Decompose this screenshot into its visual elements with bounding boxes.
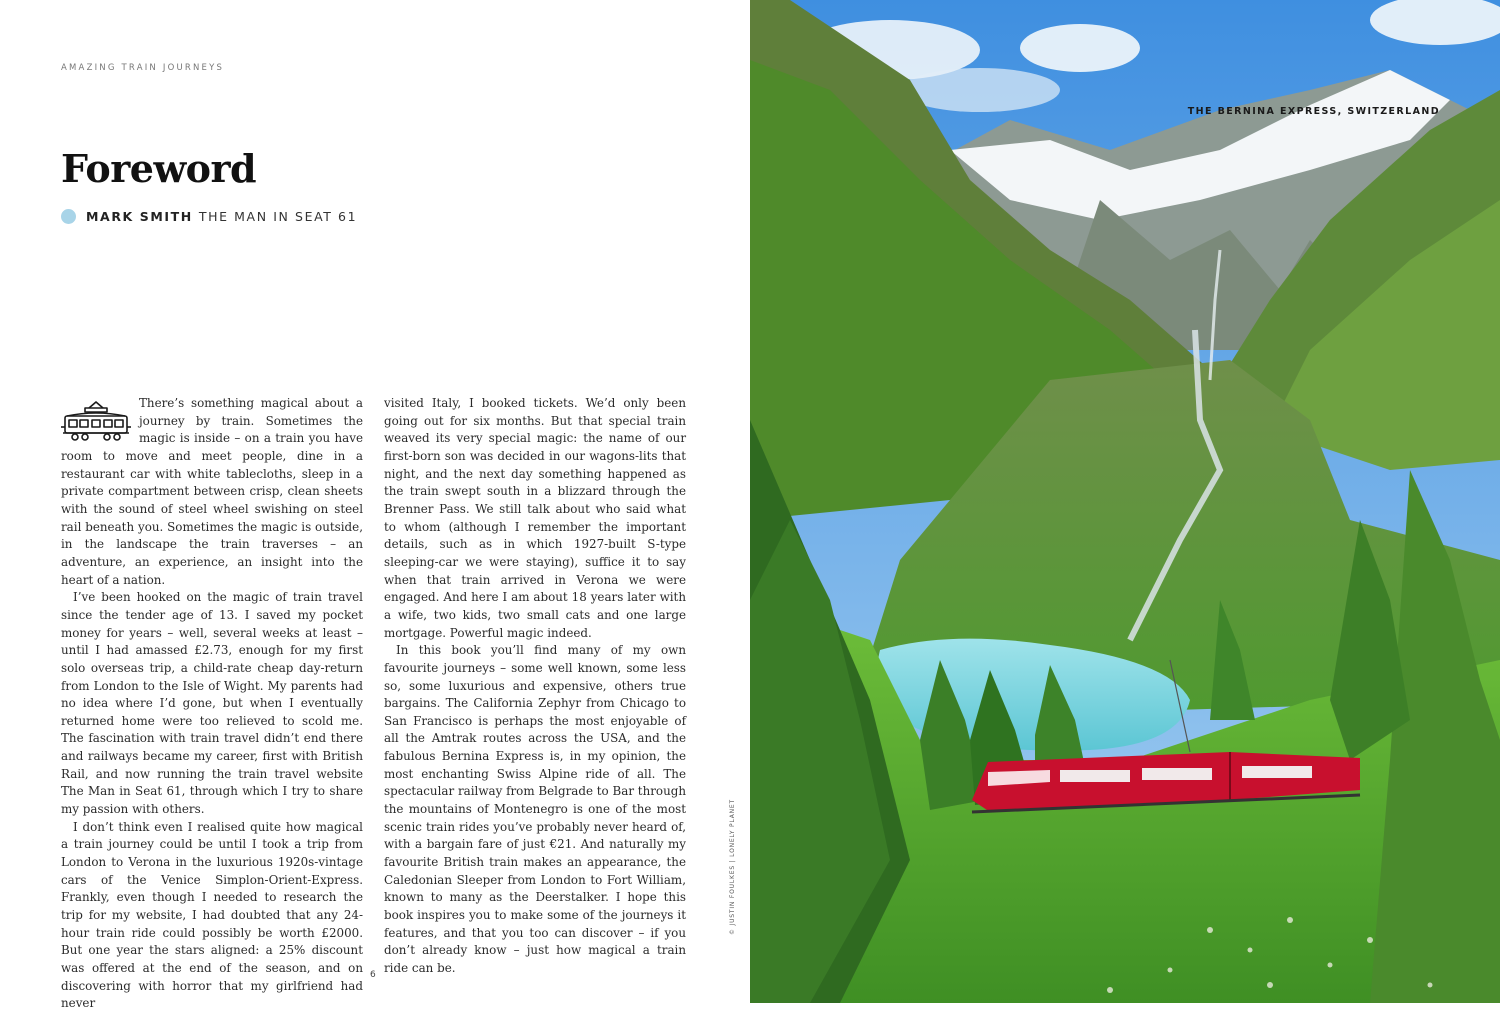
byline — [61, 207, 357, 225]
landscape-photo — [750, 0, 1500, 1003]
left-page — [0, 0, 750, 1011]
paragraph: I don’t think even I realised quite how magical a train journey could be until I took a trip from London to Verona in the luxurious 1920s-vintage cars of the Venice Simplon-Orient-Express. Frankly, even though I needed to research the trip for my website, I had doubted that any 24-hour train ride could possibly be worth £2000. But one year the stars aligned: a 25% discount was offered at the end of the season, and on discovering with horror that my girlfriend had never — [61, 819, 363, 1011]
paragraph: visited Italy, I booked tickets. We’d only been going out for six months. But that special train weaved its very special magic: the name of our first-born son was decided in our wagons-lits that night, and the next day something happened as the train swept south in a blizzard through the Brenner Pass. We still talk about who said what to whom (although I remember the important details, such as in which 1927-built S-type sleeping-car we were staying), suffice it to say when that train arrived in Verona we were engaged. And here I am about 18 years later with a wife, two kids, two small cats and one large mortgage. Powerful magic indeed. — [384, 396, 686, 640]
author-name: MARK SMITH — [86, 208, 193, 224]
page-title: Foreword — [61, 146, 257, 191]
body-column-2 — [384, 395, 686, 978]
paragraph: In this book you’ll find many of my own favourite journeys – some well known, some less so, some luxurious and expensive, others true bargains. The California Zephyr from Chicago to San Francisco is perhaps the most enjoyable of all the Amtrak routes across the USA, and the fabulous Bernina Express is, in my opinion, the most enchanting Swiss Alpine ride of all. The spectacular railway from Belgrade to Bar through the mountains of Montenegro is one of the most scenic train rides you’ve probably never heard of, with a bargain fare of just €21. And naturally my favourite British train makes an appearance, the Caledonian Sleeper from London to Fort William, known to many as the Deerstalker. I hope this book inspires you to make some of the journeys it features, and that you too can discover – if you don’t already know – just how magical a train ride can be. — [384, 643, 686, 975]
photo-caption: THE BERNINA EXPRESS, SWITZERLAND — [1187, 106, 1440, 117]
accent-dot-icon — [61, 209, 76, 224]
author-role: THE MAN IN SEAT 61 — [198, 208, 358, 224]
body-column-1 — [61, 395, 363, 1013]
paragraph: I’ve been hooked on the magic of train travel since the tender age of 13. I saved my pocket money for years – well, several weeks at least – until I had amassed £2.73, enough for my first solo overseas trip, a child-rate cheap day-return from London to the Isle of Wight. My parents had no idea where I’d gone, but when I eventually returned home were too relieved to scold me. The fascination with train travel didn’t end there and railways became my career, first with British Rail, and now running the train travel website The Man in Seat 61, through which I try to share my passion with others. — [61, 590, 363, 817]
train-car-icon — [61, 399, 131, 443]
page-number: 6 — [370, 970, 376, 980]
running-head: AMAZING TRAIN JOURNEYS — [61, 63, 225, 73]
photo-page — [750, 0, 1500, 1003]
paragraph: There’s something magical about a journey by train. Sometimes the magic is inside – on a train you have room to move and meet people, dine in a restaurant car with white tablecloths, sleep in a private compartment between crisp, clean sheets with the sound of steel wheel swishing on steel rail beneath you. Sometimes the magic is outside, in the landscape the train traverses – an adventure, an experience, an insight into the heart of a nation. — [61, 396, 363, 587]
photo-credit: © JUSTIN FOULKES | LONELY PLANET — [729, 799, 736, 935]
